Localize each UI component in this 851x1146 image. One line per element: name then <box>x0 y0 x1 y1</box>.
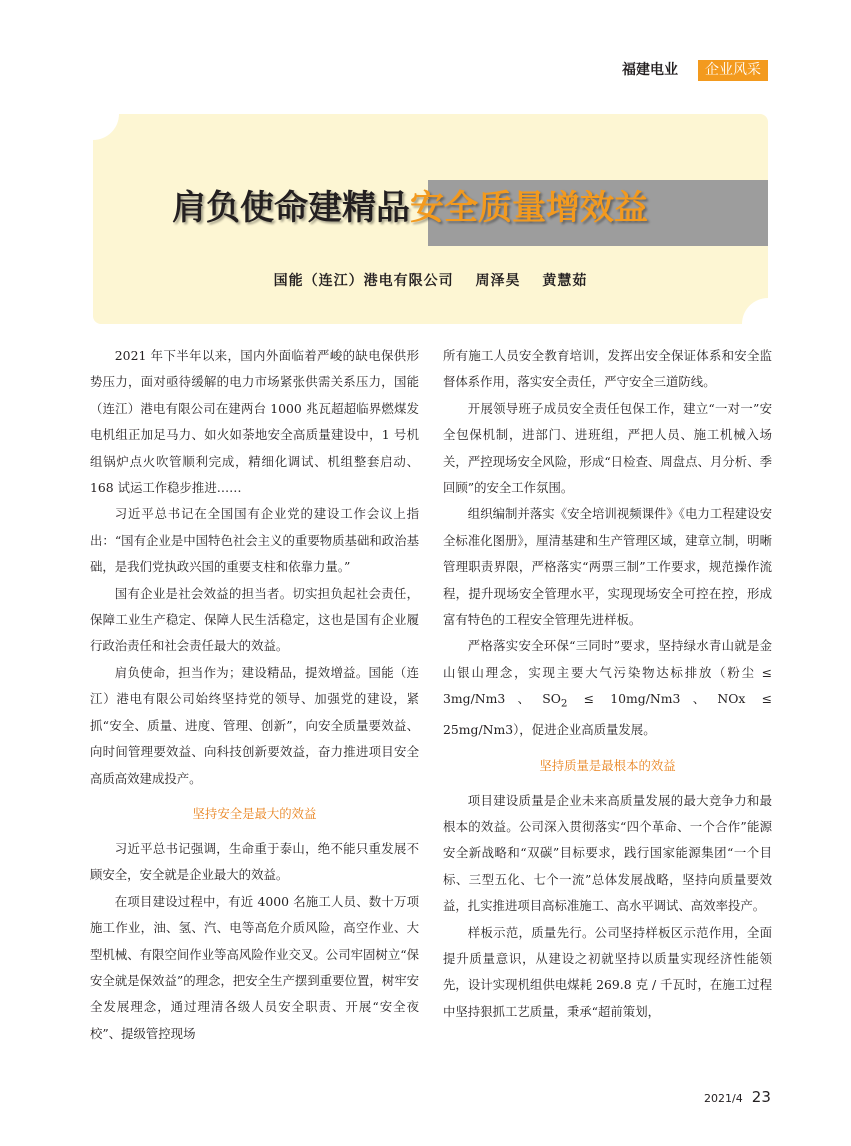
paragraph: 组织编制并落实《安全培训视频课件》《电力工程建设安全标准化图册》，厘清基建和生产管理区域，建章立制，明晰管理职责界限，严格落实“两票三制”工作要求，规范操作流程，提升现场安全管理水平，实现现场安全可控在控，形成富有特色的工程安全管理先进样板。 <box>443 506 772 628</box>
paragraph: 开展领导班子成员安全责任包保工作，建立“一对一”安全包保机制，进部门、进班组，严把人员、施工机械入场关，严控现场安全风险，形成“日检查、周盘点、月分析、季回顾”的安全工作氛围。 <box>443 400 772 496</box>
article-title <box>172 186 732 230</box>
paragraph-text: ≤ 10mg/Nm3、NOx ≤ 25mg/Nm3），促进企业高质量发展。 <box>443 691 772 738</box>
section-heading: 坚持安全是最大的效益 <box>192 805 317 821</box>
paragraph: 肩负使命，担当作为；建设精品，提效增益。国能（连江）港电有限公司始终坚持党的领导、加强党的建设，紧抓“安全、质量、进度、管理、创新”，向安全质量要效益、向时间管理要效益、向科技创新要效益，奋力推进项目安全高质高效建成投产。 <box>90 664 419 786</box>
article-title-part1: 肩负使命建精品 <box>172 188 410 228</box>
issue-number: 2021/4 <box>704 1092 743 1105</box>
paragraph: 所有施工人员安全教育培训，发挥出安全保证体系和安全监督体系作用，落实安全责任，严守安全三道防线。 <box>443 348 772 390</box>
left-column <box>90 343 419 1047</box>
paragraph: 习近平总书记在全国国有企业党的建设工作会议上指出：“国有企业是中国特色社会主义的重要物质基础和政治基础，是我们党执政兴国的重要支柱和依靠力量。” <box>90 506 419 575</box>
author-name: 黄慧茹 <box>542 273 588 289</box>
column-tag: 企业风采 <box>698 60 768 81</box>
paragraph <box>443 633 772 743</box>
paragraph: 习近平总书记强调，生命重于泰山，绝不能只重发展不顾安全，安全就是企业最大的效益。 <box>90 840 419 883</box>
paragraph: 2021 年下半年以来，国内外面临着严峻的缺电保供形势压力，面对亟待缓解的电力市场紧张供需关系压力，国能（连江）港电有限公司在建两台 1000 兆瓦超超临界燃煤发电机组正加足马力、如火如荼地安全高质量建设中，1 号机组锅炉点火吹管顺利完成，精细化调试、机组整套启动、168 试运工作稳步推进…… <box>90 348 419 496</box>
author-org: 国能（连江）港电有限公司 <box>273 273 454 289</box>
article-title-part2: 安全质量增效益 <box>410 188 648 228</box>
publication-name: 福建电业 <box>622 62 678 78</box>
paragraph: 在项目建设过程中，有近 4000 名施工人员、数十万项施工作业，油、氢、汽、电等高危介质风险，高空作业、大型机械、有限空间作业等高风险作业交叉。公司牢固树立“保安全就是保效益”的理念，把安全生产摆到重要位置，树牢安全发展理念，通过理清各级人员安全职责、开展“安全夜校”、提级管控现场 <box>90 893 419 1041</box>
section-heading: 坚持质量是最根本的效益 <box>539 757 676 773</box>
paragraph: 样板示范，质量先行。公司坚持样板区示范作用，全面提升质量意识，从建设之初就坚持以质量实现经济性能领先，设计实现机组供电煤耗 269.8 克 / 千瓦时，在施工过程中坚持狠抓工艺质量，秉承“超前策划， <box>443 924 772 1019</box>
paragraph: 项目建设质量是企业未来高质量发展的最大竞争力和最根本的效益。公司深入贯彻落实“四个革命、一个合作”能源安全新战略和“双碳”目标要求，践行国家能源集团“一个目标、三型五化、七个一流”总体发展战略，坚持向质量要效益，扎实推进项目高标准施工、高水平调试、高效率投产。 <box>443 792 772 914</box>
page-number: 23 <box>751 1088 771 1106</box>
right-column <box>443 343 772 1025</box>
paragraph: 国有企业是社会效益的担当者。切实担负起社会责任，保障工业生产稳定、保障人民生活稳定，这也是国有企业履行政治责任和社会责任最大的效益。 <box>90 585 419 654</box>
page-footer <box>704 1087 771 1109</box>
author-name: 周泽昊 <box>475 273 521 289</box>
subscript: 2 <box>560 697 568 710</box>
byline <box>93 270 768 290</box>
paragraph-text: 严格落实安全环保“三同时”要求，坚持绿水青山就是金山银山理念，实现主要大气污染物达标排放（粉尘 ≤ 3mg/Nm3、SO <box>443 638 772 707</box>
